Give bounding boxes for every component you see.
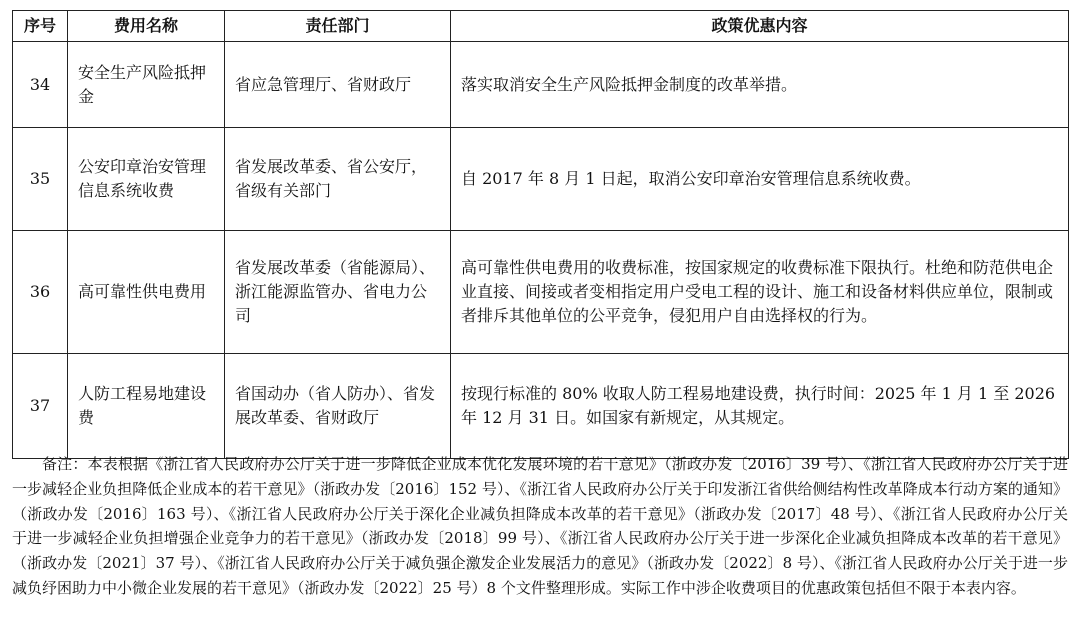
row-department: 省国动办（省人防办）、省发展改革委、省财政厅	[225, 354, 451, 459]
header-fee-name: 费用名称	[68, 11, 225, 42]
row-no: 36	[13, 231, 68, 354]
table-header-row	[13, 11, 1069, 42]
row-policy: 自 2017 年 8 月 1 日起，取消公安印章治安管理信息系统收费。	[451, 128, 1069, 231]
row-policy: 高可靠性供电费用的收费标准，按国家规定的收费标准下限执行。杜绝和防范供电企业直接、间接或者变相指定用户受电工程的设计、施工和设备材料供应单位，限制或者排斥其他单位的公平竞争，侵犯用户自由选择权的行为。	[451, 231, 1069, 354]
row-fee-name: 高可靠性供电费用	[68, 231, 225, 354]
row-no: 37	[13, 354, 68, 459]
row-policy: 落实取消安全生产风险抵押金制度的改革举措。	[451, 42, 1069, 128]
row-department: 省发展改革委、省公安厅，省级有关部门	[225, 128, 451, 231]
row-no: 35	[13, 128, 68, 231]
row-fee-name: 安全生产风险抵押金	[68, 42, 225, 128]
table-footnote: 备注：本表根据《浙江省人民政府办公厅关于进一步降低企业成本优化发展环境的若干意见》（浙政办发〔2016〕39 号）、《浙江省人民政府办公厅关于进一步减轻企业负担降低企业成本的若干意见》（浙政办发〔2016〕152 号）、《浙江省人民政府办公厅关于印发浙江省供给侧结构性改革降成本行动方案的通知》（浙政办发〔2016〕163 号）、《浙江省人民政府办公厅关于深化企业减负担降成本改革的若干意见》（浙政办发〔2017〕48 号）、《浙江省人民政府办公厅关于进一步减轻企业负担增强企业竞争力的若干意见》（浙政办发〔2018〕99 号）、《浙江省人民政府办公厅关于进一步深化企业减负担降成本改革的若干意见》（浙政办发〔2021〕37 号）、《浙江省人民政府办公厅关于减负强企激发企业发展活力的意见》（浙政办发〔2022〕8 号）、《浙江省人民政府办公厅关于进一步减负纾困助力中小微企业发展的若干意见》（浙政办发〔2022〕25 号）8 个文件整理形成。实际工作中涉企收费项目的优惠政策包括但不限于本表内容。	[12, 455, 1068, 597]
table-row	[13, 354, 1069, 459]
table-row	[13, 231, 1069, 354]
header-no: 序号	[13, 11, 68, 42]
table-row	[13, 42, 1069, 128]
row-no: 34	[13, 42, 68, 128]
row-department: 省发展改革委（省能源局）、浙江能源监管办、省电力公司	[225, 231, 451, 354]
row-policy: 按现行标准的 80% 收取人防工程易地建设费，执行时间：2025 年 1 月 1 至 2026 年 12 月 31 日。如国家有新规定，从其规定。	[451, 354, 1069, 459]
row-department: 省应急管理厅、省财政厅	[225, 42, 451, 128]
table-row	[13, 128, 1069, 231]
header-department: 责任部门	[225, 11, 451, 42]
header-policy: 政策优惠内容	[451, 11, 1069, 42]
fee-policy-table	[12, 10, 1069, 459]
row-fee-name: 公安印章治安管理信息系统收费	[68, 128, 225, 231]
row-fee-name: 人防工程易地建设费	[68, 354, 225, 459]
